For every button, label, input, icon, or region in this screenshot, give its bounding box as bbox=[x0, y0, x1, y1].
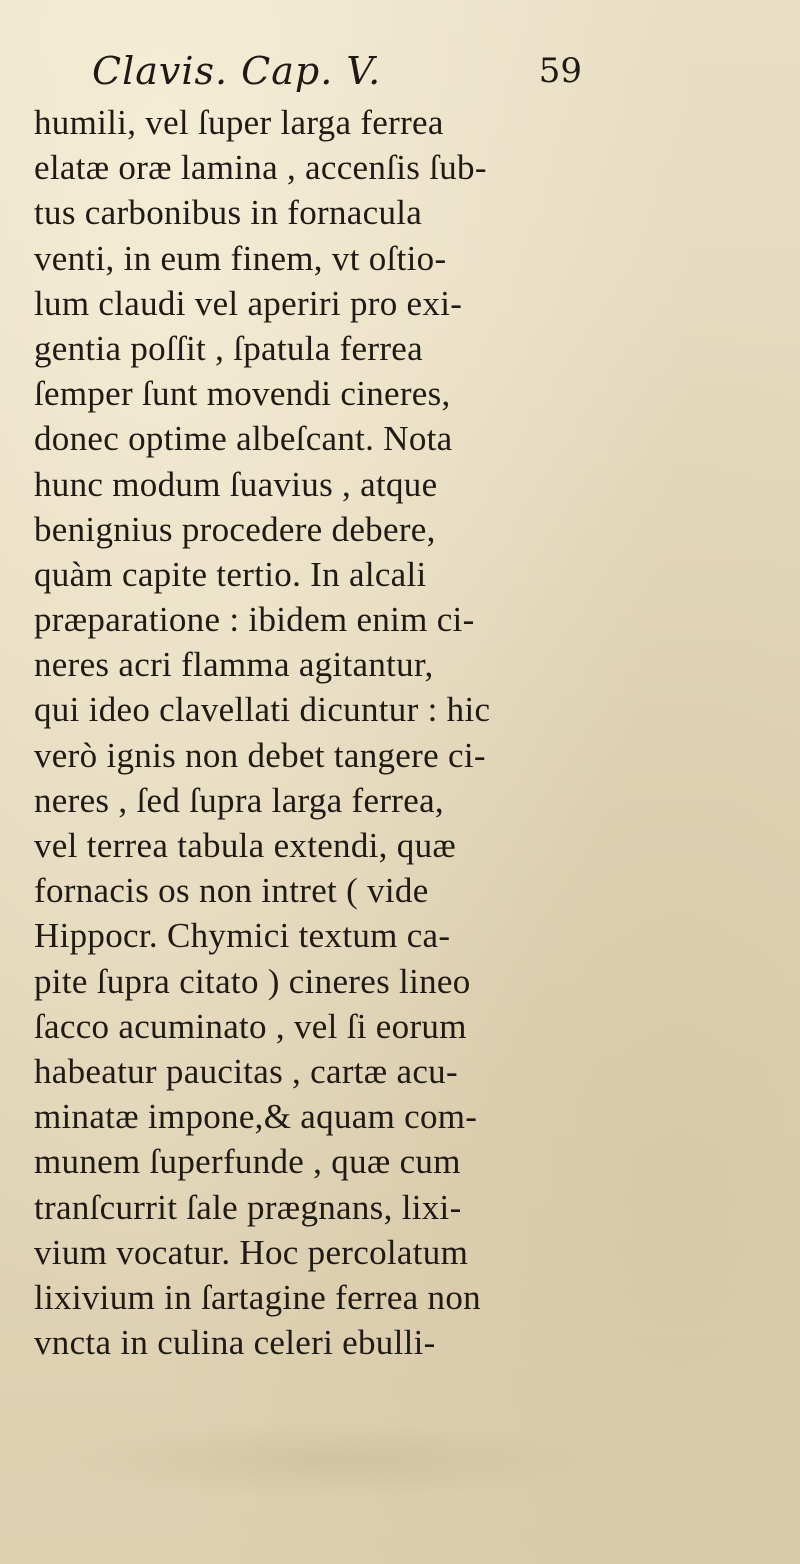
text-line: pite ſupra citato ) cineres lineo bbox=[34, 961, 471, 1001]
text-line: hunc modum ſuavius , atque bbox=[34, 464, 438, 504]
text-line: Hippocr. Chymici textum ca- bbox=[34, 916, 451, 956]
text-line: ſemper ſunt movendi cineres, bbox=[34, 374, 451, 414]
text-line: venti, in eum finem, vt oſtio- bbox=[34, 238, 447, 278]
text-line: qui ideo clavellati dicuntur : hic bbox=[34, 690, 491, 730]
text-line: vium vocatur. Hoc percolatum bbox=[34, 1232, 469, 1272]
text-line: tus carbonibus in fornacula bbox=[34, 193, 423, 233]
text-line: vncta in culina celeri ebulli- bbox=[34, 1323, 436, 1363]
text-line: quàm capite tertio. In alcali bbox=[34, 554, 427, 594]
text-line: neres , ſed ſupra larga ferrea, bbox=[34, 780, 444, 820]
text-line: elatæ oræ lamina , accenſis ſub- bbox=[34, 148, 487, 188]
text-line: benignius procedere debere, bbox=[34, 509, 436, 549]
text-line: lixivium in ſartagine ferrea non bbox=[34, 1277, 481, 1317]
text-line: humili, vel ſuper larga ferrea bbox=[34, 103, 444, 142]
text-line: neres acri flamma agitantur, bbox=[34, 645, 434, 685]
page-header bbox=[92, 42, 582, 100]
text-line: habeatur paucitas , cartæ acu- bbox=[34, 1051, 458, 1091]
page-number: 59 bbox=[538, 51, 582, 91]
text-line: tranſcurrit ſale prægnans, lixi- bbox=[34, 1187, 462, 1227]
text-line: vel terrea tabula extendi, quæ bbox=[34, 826, 457, 865]
text-line: minatæ impone,& aquam com- bbox=[34, 1097, 478, 1137]
paper-stain bbox=[50, 1420, 610, 1500]
text-line: præparatione : ibidem enim ci- bbox=[34, 600, 475, 640]
text-line: ſacco acuminato , vel ſi eorum bbox=[34, 1006, 467, 1046]
text-line: munem ſuperfunde , quæ cum bbox=[34, 1142, 461, 1182]
running-title: Clavis. Cap. V. bbox=[92, 49, 382, 93]
text-line: gentia poſſit , ſpatula ferrea bbox=[34, 328, 423, 368]
text-line: donec optime albeſcant. Nota bbox=[34, 419, 453, 459]
text-line: fornacis os non intret ( vide bbox=[34, 871, 429, 911]
text-line: lum claudi vel aperiri pro exi- bbox=[34, 283, 463, 323]
text-line: verò ignis non debet tangere ci- bbox=[34, 735, 486, 775]
body-text bbox=[34, 100, 594, 1365]
